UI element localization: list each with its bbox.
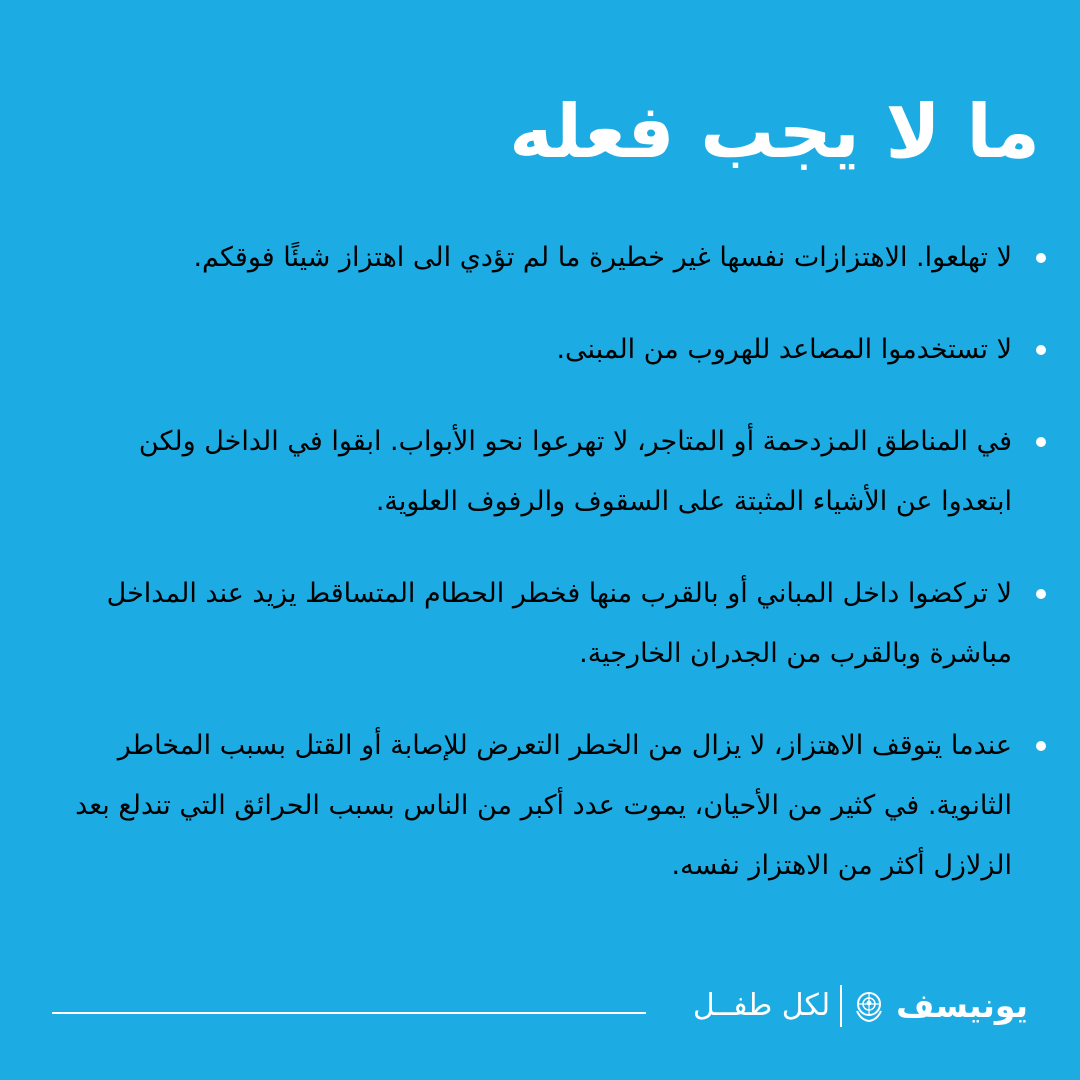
brand-name: يونيسف	[896, 986, 1028, 1025]
page-title: ما لا يجب فعله	[509, 89, 1040, 175]
list-item	[60, 564, 1032, 684]
unicef-emblem-icon	[852, 989, 886, 1023]
bullet-dot	[1036, 589, 1046, 599]
unicef-logo	[693, 982, 1028, 1030]
footer	[52, 982, 1028, 1030]
bullet-dot	[1036, 741, 1046, 751]
list-item-text: في المناطق المزدحمة أو المتاجر، لا تهرعوا نحو الأبواب. ابقوا في الداخل ولكن ابتعدوا عن الأشياء المثبتة على السقوف والرفوف العلوية.	[138, 426, 1012, 517]
bullet-dot	[1036, 437, 1046, 447]
list-item	[60, 320, 1032, 380]
list-item-text: عندما يتوقف الاهتزاز، لا يزال من الخطر التعرض للإصابة أو القتل بسبب المخاطر الثانوية. في كثير من الأحيان، يموت عدد أكبر من الناس بسبب الحرائق التي تندلع بعد الزلازل أكثر من الاهتزاز نفسه.	[75, 730, 1012, 881]
list-item	[60, 412, 1032, 532]
brand-divider	[840, 985, 842, 1027]
bullet-list	[60, 228, 1032, 896]
list-item	[60, 228, 1032, 288]
bullet-dot	[1036, 345, 1046, 355]
list-item	[60, 716, 1032, 896]
list-item-text: لا تستخدموا المصاعد للهروب من المبنى.	[556, 334, 1012, 365]
list-item-text: لا تهلعوا. الاهتزازات نفسها غير خطيرة ما لم تؤدي الى اهتزاز شيئًا فوقكم.	[193, 242, 1012, 273]
brand-tagline: لكل طفــل	[692, 988, 831, 1023]
bullet-dot	[1036, 253, 1046, 263]
list-item-text: لا تركضوا داخل المباني أو بالقرب منها فخطر الحطام المتساقط يزيد عند المداخل مباشرة وبالقرب من الجدران الخارجية.	[106, 578, 1012, 669]
footer-divider-line	[52, 1012, 646, 1014]
